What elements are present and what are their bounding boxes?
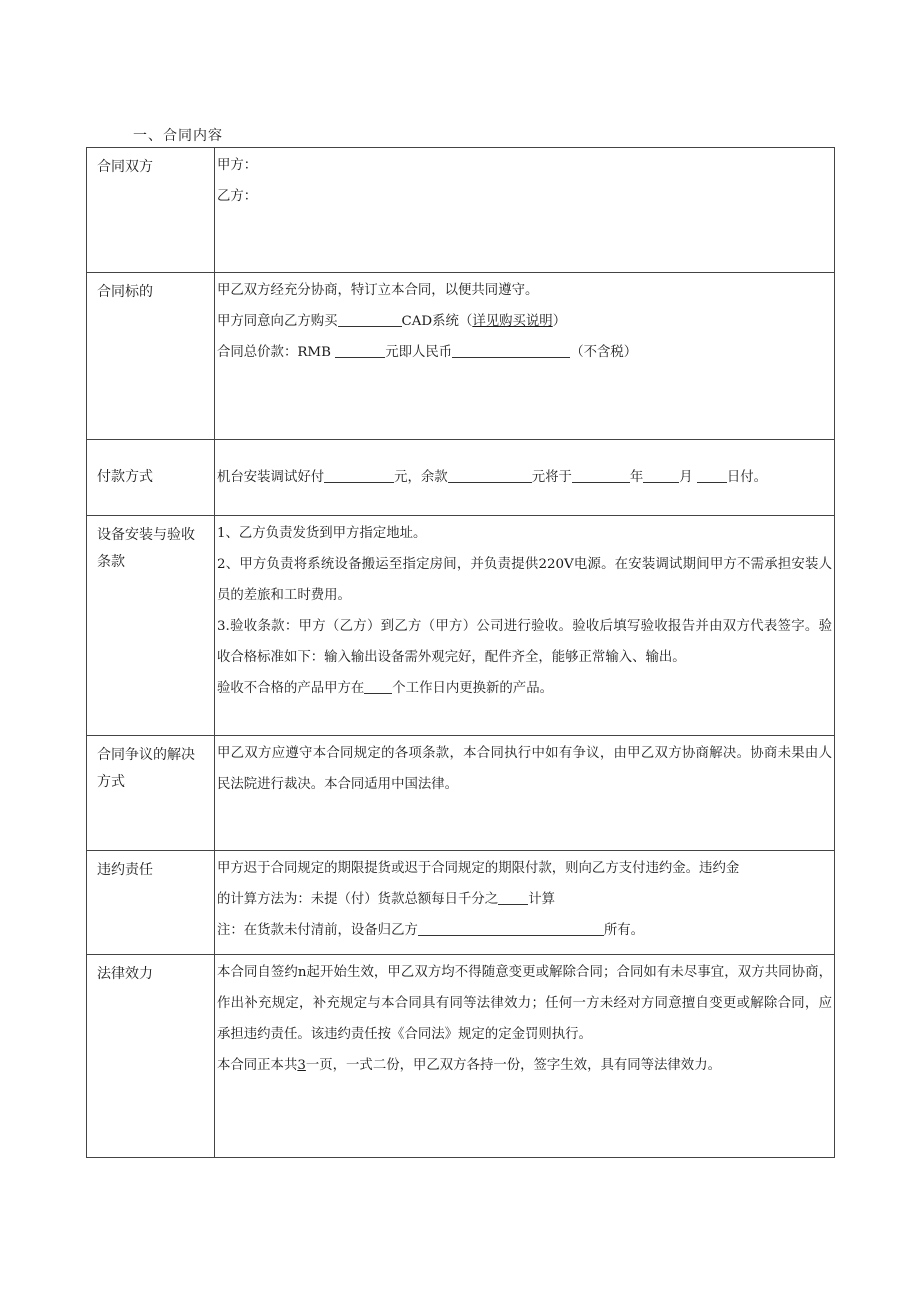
table-row-install	[87, 516, 835, 736]
install-line-3: 3.验收条款：甲方（乙方）到乙方（甲方）公司进行验收。验收后填写验收报告并由双方代表签字。验收合格标准如下：输入输出设备需外观完好，配件齐全，能够正常输入、输出。	[217, 619, 832, 665]
row-content	[215, 516, 835, 736]
text-fragment: CAD系统（	[401, 314, 473, 329]
payment-line	[217, 462, 832, 493]
text-fragment: 一页，一式二份，甲乙双方各持一份，签字生效，具有同等法律效力。	[305, 1058, 721, 1073]
install-line-2: 2、甲方负责将系统设备搬运至指定房间，并负责提供220V电源。在安装调试期间甲方不需承担安装人员的差旅和工时费用。	[217, 557, 832, 603]
row-label: 合同双方	[87, 148, 215, 273]
table-row-effect	[87, 955, 835, 1158]
fill-blank	[324, 469, 394, 483]
text-fragment: 元，余款	[394, 470, 448, 485]
effect-line-2	[217, 1050, 832, 1081]
table-row-payment	[87, 440, 835, 516]
fill-blank	[572, 469, 630, 483]
table-row-liability	[87, 851, 835, 955]
fill-blank	[338, 313, 402, 327]
row-content	[215, 851, 835, 955]
liability-line-2	[217, 884, 832, 915]
row-content	[215, 736, 835, 851]
dispute-text: 甲乙双方应遵守本合同规定的各项条款，本合同执行中如有争议，由甲乙双方协商解决。协商未果由人民法院进行裁决。本合同适用中国法律。	[217, 746, 832, 792]
liability-line-3	[217, 915, 832, 946]
text-fragment: 机台安装调试好付	[217, 470, 325, 485]
effect-text: 本合同自签约n起开始生效，甲乙双方均不得随意变更或解除合同；合同如有未尽事宜，双方共同协商，作出补充规定，补充规定与本合同具有同等法律效力；任何一方未经对方同意擅自变更或解除合同，应承担违约责任。该违约责任按《合同法》规定的定金罚则执行。	[217, 965, 832, 1042]
text-fragment: 年	[629, 470, 644, 485]
text-fragment: 计算	[528, 892, 555, 907]
text-fragment: 元即人民币	[385, 345, 453, 360]
fill-blank	[335, 344, 385, 358]
fill-blank	[697, 469, 727, 483]
text-fragment: 日付。	[726, 470, 768, 485]
subject-line-3	[217, 337, 832, 368]
liability-line-1: 甲方迟于合同规定的期限提货或迟于合同规定的期限付款，则向乙方支付违约金。违约金	[217, 861, 740, 876]
row-label: 合同争议的解决方式	[87, 736, 215, 851]
table-row-parties	[87, 148, 835, 273]
contract-table	[86, 147, 835, 1158]
table-row-subject	[87, 273, 835, 440]
text-fragment: 个工作日内更换新的产品。	[392, 681, 553, 696]
page-count: 3	[297, 1058, 306, 1073]
text-fragment: ）	[552, 314, 567, 329]
subject-line-2	[217, 306, 832, 337]
row-label: 合同标的	[87, 273, 215, 440]
row-content	[215, 273, 835, 440]
fill-blank	[418, 922, 604, 936]
row-content	[215, 955, 835, 1158]
fill-blank	[448, 469, 532, 483]
fill-blank	[643, 469, 679, 483]
row-content	[215, 440, 835, 516]
row-label: 法律效力	[87, 955, 215, 1158]
fill-blank	[498, 891, 528, 905]
install-line-1: 1、乙方负责发货到甲方指定地址。	[217, 526, 427, 541]
text-fragment: 所有。	[603, 923, 645, 938]
text-fragment: 本合同正本共	[217, 1058, 298, 1073]
text-fragment: 元将于	[531, 470, 572, 485]
row-label: 付款方式	[87, 440, 215, 516]
fill-blank	[364, 680, 392, 694]
subject-line-1: 甲乙双方经充分协商，特订立本合同，以便共同遵守。	[217, 283, 539, 298]
text-fragment: 合同总价款：RMB	[217, 345, 336, 360]
table-row-dispute	[87, 736, 835, 851]
text-fragment: 验收不合格的产品甲方在	[217, 681, 365, 696]
text-fragment: （不含税）	[570, 345, 638, 360]
install-line-4	[217, 673, 832, 704]
text-fragment: 甲方同意向乙方购买	[217, 314, 338, 329]
party-b-line: 乙方：	[217, 189, 258, 204]
section-heading: 一、合同内容	[133, 128, 223, 144]
text-fragment: 注：在货款未付清前，设备归乙方	[217, 923, 418, 938]
text-fragment: 月	[679, 470, 697, 485]
fill-blank	[452, 344, 570, 358]
row-label: 违约责任	[87, 851, 215, 955]
purchase-note-link[interactable]: 详见购买说明	[472, 314, 553, 329]
row-content	[215, 148, 835, 273]
row-label: 设备安装与验收条款	[87, 516, 215, 736]
text-fragment: 的计算方法为：未提（付）货款总额每日千分之	[217, 892, 499, 907]
party-a-line: 甲方：	[217, 158, 258, 173]
